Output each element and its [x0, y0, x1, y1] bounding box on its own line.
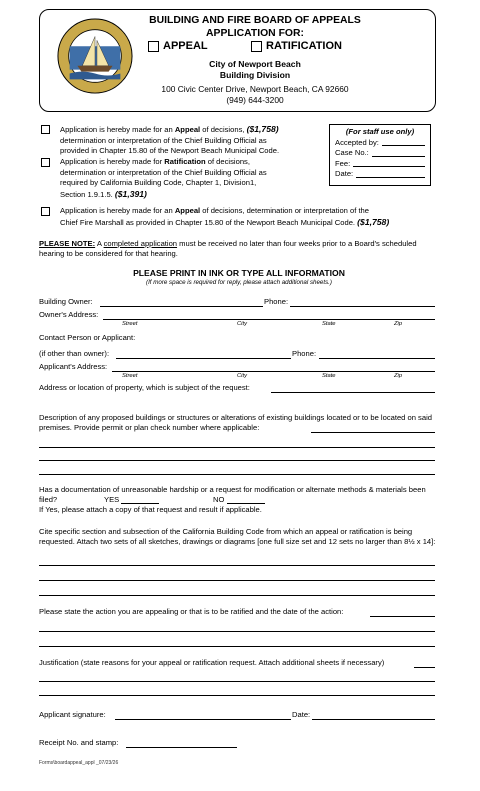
yes-label: YES: [104, 495, 120, 504]
action-line[interactable]: [39, 631, 435, 632]
justification-line[interactable]: [39, 681, 435, 682]
signature-label: Applicant signature:: [39, 710, 106, 719]
phone2-input[interactable]: [319, 358, 435, 359]
appeal-label: APPEAL: [163, 40, 208, 52]
ratification-checkbox[interactable]: [251, 41, 262, 52]
case-no-field[interactable]: Case No.:: [335, 148, 425, 159]
option-appeal-building-checkbox[interactable]: [41, 125, 50, 134]
applicant-street-caption: Street: [122, 373, 138, 379]
owner-state-caption: State: [322, 321, 336, 327]
description-line[interactable]: [39, 460, 435, 461]
option-ratification-checkbox[interactable]: [41, 158, 50, 167]
yes-input[interactable]: [121, 503, 159, 504]
form-footer-id: Forms\boardappeal_appl _07/23/26: [39, 760, 119, 766]
ratification-option[interactable]: [251, 40, 342, 54]
contact-person-input[interactable]: [116, 358, 291, 359]
accepted-by-field[interactable]: Accepted by:: [335, 138, 425, 149]
description-label: Description of any proposed buildings or structures or alterations of existing buildings located or to be located on said premises. Provide permit or plan check number where applicable:: [39, 413, 432, 432]
signature-date-input[interactable]: [312, 719, 435, 720]
option-appeal-fire-text: Application is hereby made for an Appeal of decisions, determination or interpretation of the Chief Fire Marshall as provided in Chapter 15.80 of the Newport Beach Municipal Code. ($1,758): [60, 206, 390, 227]
fee-field[interactable]: Fee:: [335, 159, 425, 170]
phone-input[interactable]: [290, 306, 435, 307]
description-line[interactable]: [39, 474, 435, 475]
option-ratification-text: Application is hereby made for Ratification of decisions, determination or interpretation of the Chief Building Official as required by California Building Code, Chapter 1, Division1, Section 1.9.1.5. ($1,391): [60, 157, 267, 199]
justification-input[interactable]: [414, 667, 435, 668]
city-seal-icon: [56, 17, 134, 95]
cite-section-label: Cite specific section and subsection of the California Building Code from which an appeal or ratification is being requested. Attach two sets of all sketches, drawings or diagrams [one full size set and 12 sets no larger than 8½ x 14]:: [39, 527, 436, 546]
owner-zip-caption: Zip: [394, 321, 403, 327]
instructions-subheading: (If more space is required for reply, please attach additional sheets.): [146, 279, 332, 286]
action-input[interactable]: [370, 616, 435, 617]
description-input[interactable]: [311, 432, 435, 433]
contact-person-label: Contact Person or Applicant:: [39, 333, 136, 342]
building-owner-label: Building Owner:: [39, 297, 93, 306]
justification-label: Justification (state reasons for your appeal or ratification request. Attach additional sheets if necessary): [39, 658, 385, 667]
option-appeal-building: [41, 124, 326, 157]
property-location-input[interactable]: [271, 392, 435, 393]
owners-address-input[interactable]: [103, 319, 435, 320]
receipt-input[interactable]: [126, 747, 237, 748]
action-line[interactable]: [39, 646, 435, 647]
justification-line[interactable]: [39, 695, 435, 696]
organization: City of Newport Beach Building Division: [209, 59, 301, 80]
applicants-address-input[interactable]: [112, 371, 435, 372]
applicant-city-caption: City: [237, 373, 247, 379]
action-label: Please state the action you are appealing or that is to be ratified and the date of the action:: [39, 607, 344, 616]
property-location-label: Address or location of property, which is subject of the request:: [39, 383, 250, 392]
owner-city-caption: City: [237, 321, 247, 327]
phone2-label: Phone:: [292, 349, 317, 358]
if-yes-note: If Yes, please attach a copy of that request and result if applicable.: [39, 505, 262, 514]
form-title: BUILDING AND FIRE BOARD OF APPEALS APPLICATION FOR:: [149, 15, 361, 39]
cite-line[interactable]: [39, 580, 435, 581]
phone-label: Phone:: [264, 297, 289, 306]
building-owner-input[interactable]: [100, 306, 263, 307]
instructions-heading: PLEASE PRINT IN INK OR TYPE ALL INFORMATION: [133, 268, 345, 278]
signature-date-label: Date:: [292, 710, 311, 719]
hardship-question: Has a documentation of unreasonable hardship or a request for modification or alternate methods & materials been filed?: [39, 485, 426, 504]
appeal-option[interactable]: [148, 40, 208, 54]
ratification-label: RATIFICATION: [266, 40, 342, 52]
appeal-checkbox[interactable]: [148, 41, 159, 52]
no-input[interactable]: [227, 503, 265, 504]
option-ratification: [41, 157, 326, 200]
date-staff-field[interactable]: Date:: [335, 169, 425, 180]
option-appeal-fire-checkbox[interactable]: [41, 207, 50, 216]
description-line[interactable]: [39, 447, 435, 448]
if-other-label: (if other than owner):: [39, 349, 110, 358]
owner-street-caption: Street: [122, 321, 138, 327]
option-appeal-fire: [41, 206, 441, 228]
cite-line[interactable]: [39, 565, 435, 566]
no-label: NO: [213, 495, 225, 504]
signature-input[interactable]: [115, 719, 291, 720]
staff-box-title: (For staff use only): [345, 127, 415, 136]
option-appeal-building-text: Application is hereby made for an Appeal of decisions, ($1,758) determination or interpretation of the Chief Building Official as provided in Chapter 15.80 of the Newport Beach Municipal Code.: [60, 124, 280, 155]
organization-address: 100 Civic Center Drive, Newport Beach, CA 92660 (949) 644-3200: [161, 84, 349, 105]
cite-line[interactable]: [39, 595, 435, 596]
please-note: PLEASE NOTE: A completed application must be received no later than four weeks prior to a Board's scheduled hearing to be considered for that hearing.: [39, 239, 417, 258]
applicants-address-label: Applicant's Address:: [39, 362, 108, 371]
owners-address-label: Owner's Address:: [39, 310, 99, 319]
applicant-state-caption: State: [322, 373, 336, 379]
receipt-label: Receipt No. and stamp:: [39, 738, 119, 747]
staff-use-box: [329, 124, 431, 186]
applicant-zip-caption: Zip: [394, 373, 403, 379]
application-type-options: [148, 40, 388, 56]
